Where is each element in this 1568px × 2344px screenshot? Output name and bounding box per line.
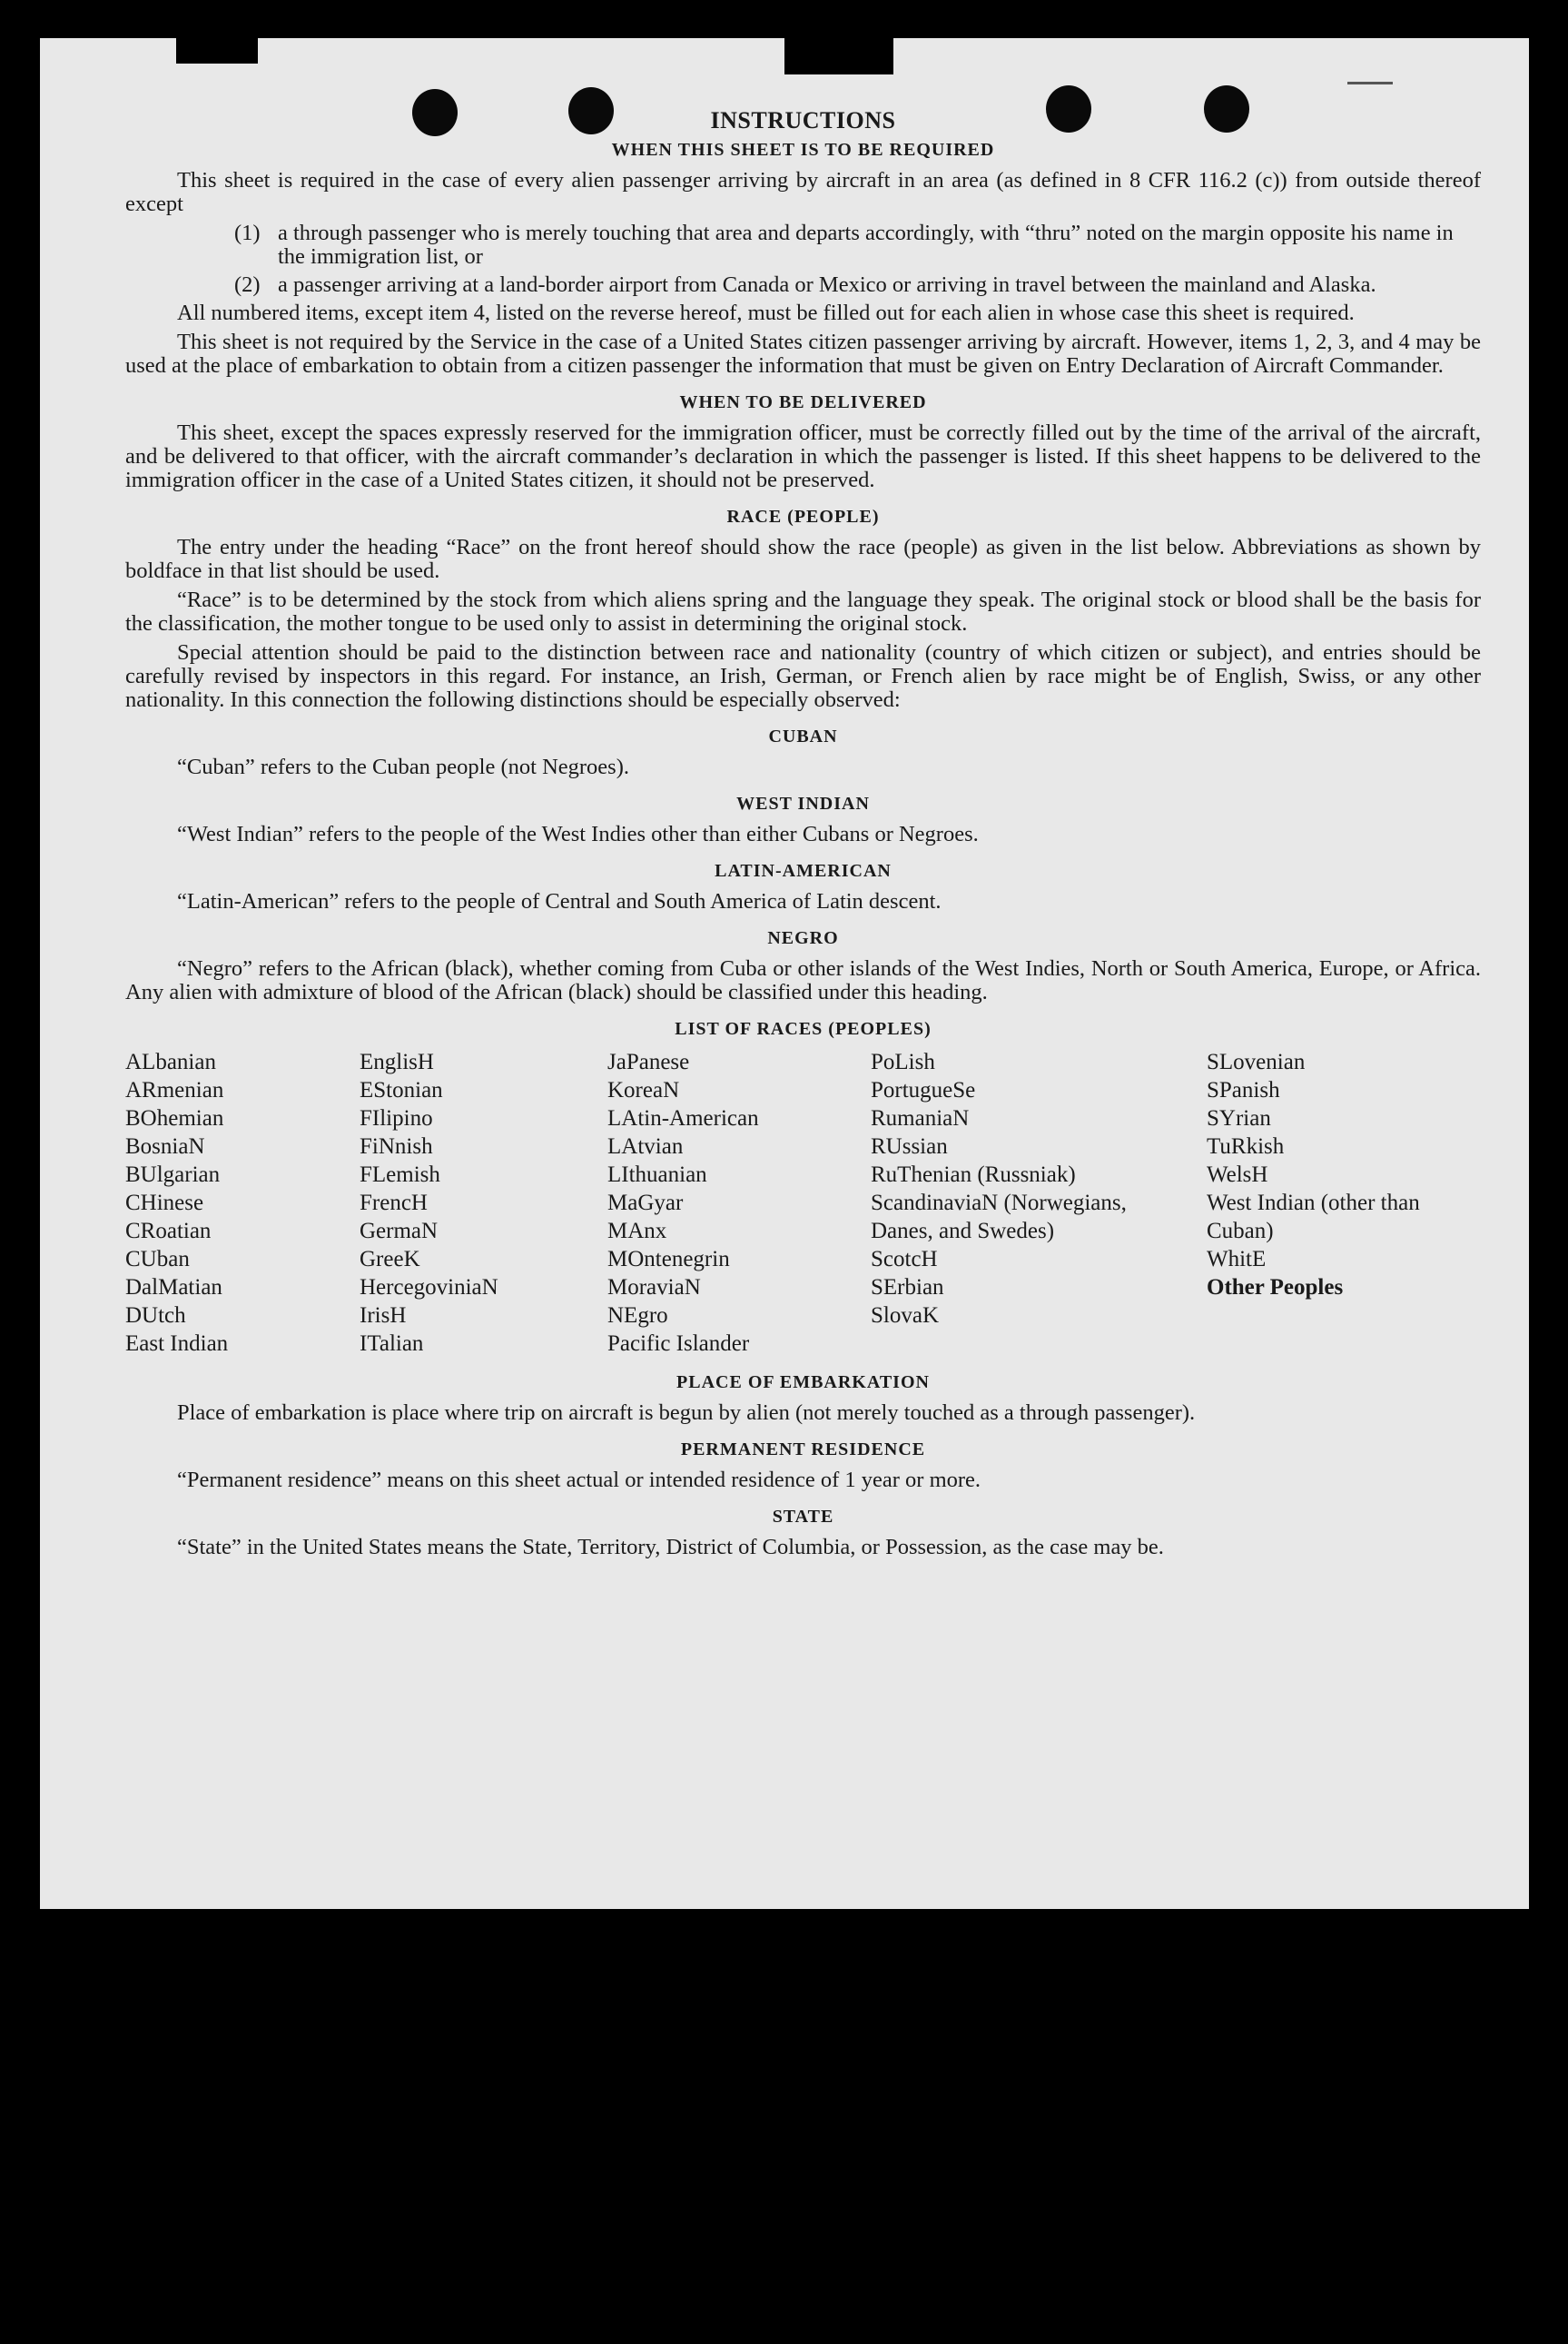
- race-entry: ScandinaviaN (Norwegians, Danes, and Swedes): [871, 1191, 1127, 1243]
- heading-cuban: CUBAN: [768, 727, 838, 747]
- race-column-5: [1207, 1048, 1452, 1358]
- heading-state: STATE: [772, 1507, 834, 1527]
- race-entry: BUlgarian: [125, 1162, 221, 1187]
- race-entry: BOhemian: [125, 1106, 224, 1131]
- race-list: [125, 1048, 1481, 1358]
- heading-list-of-races: LIST OF RACES (PEOPLES): [675, 1019, 932, 1039]
- race-entry: West Indian (other than Cuban): [1207, 1191, 1420, 1243]
- race-entry: ScotcH: [871, 1247, 938, 1271]
- heading-race: RACE (PEOPLE): [726, 507, 880, 527]
- heading-negro: NEGRO: [767, 928, 839, 948]
- race-entry: RUssian: [871, 1134, 948, 1159]
- paragraph: Place of embarkation is place where trip on aircraft is begun by alien (not merely touched as a through passenger).: [177, 1400, 1196, 1425]
- heading-latin-american: LATIN-AMERICAN: [715, 861, 892, 881]
- race-entry: CHinese: [125, 1191, 204, 1215]
- race-entry: FLemish: [360, 1162, 440, 1187]
- race-entry: MAnx: [607, 1219, 667, 1243]
- heading-delivered: WHEN TO BE DELIVERED: [679, 392, 927, 412]
- race-entry: WelsH: [1207, 1162, 1268, 1187]
- race-entry: EStonian: [360, 1078, 443, 1103]
- heading-west-indian: WEST INDIAN: [736, 794, 870, 814]
- race-entry: PoLish: [871, 1050, 935, 1074]
- race-entry: SErbian: [871, 1275, 944, 1300]
- race-entry: DUtch: [125, 1303, 186, 1328]
- race-entry: MaGyar: [607, 1191, 684, 1215]
- race-entry: RuThenian (Russniak): [871, 1162, 1076, 1187]
- race-entry: MOntenegrin: [607, 1247, 730, 1271]
- race-entry: LAtin-American: [607, 1106, 759, 1131]
- heading-embarkation: PLACE OF EMBARKATION: [676, 1372, 930, 1392]
- heading-permanent-residence: PERMANENT RESIDENCE: [680, 1439, 926, 1459]
- race-entry: KoreaN: [607, 1078, 680, 1103]
- race-entry: LIthuanian: [607, 1162, 707, 1187]
- list-item: (2) a passenger arriving at a land-border airport from Canada or Mexico or arriving in travel between the mainland and Alaska.: [234, 272, 1376, 297]
- race-entry: JaPanese: [607, 1050, 690, 1074]
- race-entry: WhitE: [1207, 1247, 1267, 1271]
- race-entry: GermaN: [360, 1219, 439, 1243]
- race-entry: NEgro: [607, 1303, 668, 1328]
- paragraph: “Negro” refers to the African (black), whether coming from Cuba or other islands of the West Indies, North or South America, Europe, or Africa. Any alien with admixture of blood of the African (black) should be classified under this heading.: [125, 956, 1481, 1004]
- race-entry: CRoatian: [125, 1219, 212, 1243]
- binder-tab-left: [176, 38, 258, 64]
- race-entry: SYrian: [1207, 1106, 1271, 1131]
- race-entry: BosniaN: [125, 1134, 205, 1159]
- paragraph: The entry under the heading “Race” on the front hereof should show the race (people) as given in the list below. Abbreviations as shown by boldface in that list should be used.: [125, 535, 1481, 583]
- race-entry: FIlipino: [360, 1106, 433, 1131]
- paragraph: “Cuban” refers to the Cuban people (not Negroes).: [177, 755, 629, 779]
- race-entry: IrisH: [360, 1303, 407, 1328]
- paragraph: Special attention should be paid to the distinction between race and nationality (country of which citizen or subject), and entries should be carefully revised by inspectors in this regard. For instance, an Irish, German, or French alien by race might be of English, Swiss, or any other nationality. In this connection the following distinctions should be especially observed:: [125, 640, 1481, 712]
- race-entry: SlovaK: [871, 1303, 939, 1328]
- race-entry: East Indian: [125, 1331, 229, 1356]
- race-entry: MoraviaN: [607, 1275, 701, 1300]
- race-entry: FrencH: [360, 1191, 428, 1215]
- race-entry: PortugueSe: [871, 1078, 976, 1103]
- race-entry: GreeK: [360, 1247, 420, 1271]
- paragraph: “Race” is to be determined by the stock from which aliens spring and the language they speak. The original stock or blood shall be the basis for the classification, the mother tongue to be used only to assist in determining the original stock.: [125, 588, 1481, 636]
- paragraph: “West Indian” refers to the people of the West Indies other than either Cubans or Negroes.: [177, 822, 979, 846]
- paragraph: “State” in the United States means the State, Territory, District of Columbia, or Possession, as the case may be.: [177, 1535, 1164, 1559]
- list-item: (1) a through passenger who is merely touching that area and departs accordingly, with “thru” noted on the margin opposite his name in the immigration list, or: [234, 221, 1454, 269]
- race-entry: RumaniaN: [871, 1106, 970, 1131]
- paragraph: This sheet is required in the case of every alien passenger arriving by aircraft in an area (as defined in 8 CFR 116.2 (c)) from outside thereof except: [125, 168, 1481, 216]
- paragraph: This sheet, except the spaces expressly reserved for the immigration officer, must be correctly filled out by the time of the arrival of the aircraft, and be delivered to that officer, with the aircraft commander’s declaration in which the passenger is listed. If this sheet happens to be delivered to the immigration officer in the case of a United States citizen, it should not be preserved.: [125, 420, 1481, 492]
- pencil-mark: [1347, 82, 1393, 84]
- race-entry: ARmenian: [125, 1078, 224, 1103]
- binder-tab-right: [784, 38, 893, 74]
- paragraph: This sheet is not required by the Service in the case of a United States citizen passenger arriving by aircraft. However, items 1, 2, 3, and 4 may be used at the place of embarkation to obtain from a citizen passenger the information that must be given on Entry Declaration of Aircraft Commander.: [125, 330, 1481, 378]
- race-entry: LAtvian: [607, 1134, 684, 1159]
- race-entry: SPanish: [1207, 1078, 1280, 1103]
- race-column-4: [871, 1048, 1143, 1358]
- instructions-body: [125, 109, 1481, 1565]
- document-sheet: [40, 38, 1529, 1909]
- paragraph: “Permanent residence” means on this sheet actual or intended residence of 1 year or more.: [177, 1468, 981, 1492]
- paragraph: “Latin-American” refers to the people of Central and South America of Latin descent.: [177, 889, 942, 914]
- race-entry: HercegoviniaN: [360, 1275, 498, 1300]
- race-entry: ITalian: [360, 1331, 424, 1356]
- race-column-2: [360, 1048, 607, 1358]
- race-entry: Pacific Islander: [607, 1331, 750, 1356]
- race-entry: ALbanian: [125, 1050, 216, 1074]
- page-title: INSTRUCTIONS: [710, 107, 896, 134]
- heading-required: WHEN THIS SHEET IS TO BE REQUIRED: [611, 140, 995, 160]
- paragraph: All numbered items, except item 4, listed on the reverse hereof, must be filled out for each alien in whose case this sheet is required.: [177, 301, 1355, 325]
- race-column-3: [607, 1048, 871, 1358]
- race-entry: Other Peoples: [1207, 1275, 1344, 1300]
- race-column-1: [125, 1048, 360, 1358]
- race-entry: TuRkish: [1207, 1134, 1285, 1159]
- race-entry: SLovenian: [1207, 1050, 1306, 1074]
- race-entry: FiNnish: [360, 1134, 433, 1159]
- race-entry: DalMatian: [125, 1275, 222, 1300]
- race-entry: EnglisH: [360, 1050, 434, 1074]
- race-entry: CUban: [125, 1247, 190, 1271]
